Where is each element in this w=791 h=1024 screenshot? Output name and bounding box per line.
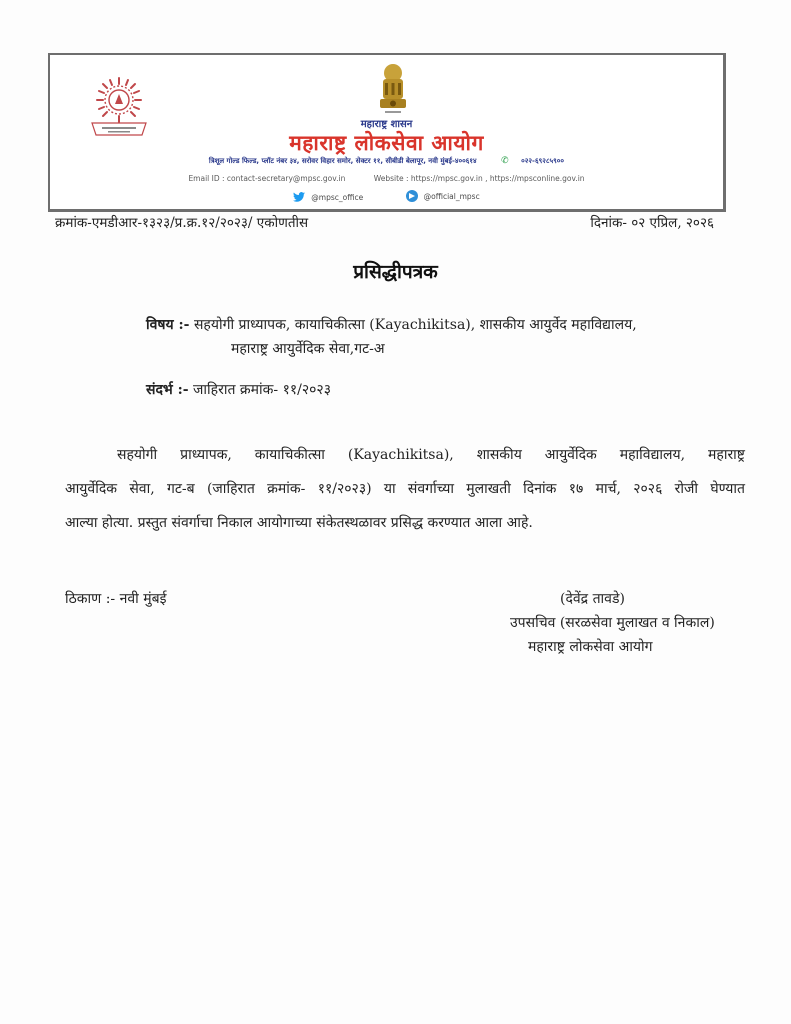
contact-row (50, 174, 723, 183)
document-title: प्रसिद्धीपत्रक (353, 261, 438, 283)
signatory-name: (देवेंद्र तावडे) (560, 591, 625, 607)
government-label: महाराष्ट्र शासन (360, 119, 413, 130)
letterhead (48, 53, 726, 212)
document-date: दिनांक- ०२ एप्रिल, २०२६ (590, 215, 714, 231)
twitter-icon (293, 192, 305, 202)
phone-icon: ✆ (501, 156, 509, 166)
email-text[interactable]: Email ID : contact-secretary@mpsc.gov.in (188, 174, 346, 183)
signatory-organization: महाराष्ट्र लोकसेवा आयोग (528, 639, 653, 655)
place-label: ठिकाण :- नवी मुंबई (65, 591, 167, 607)
organization-title: महाराष्ट्र लोकसेवा आयोग (289, 131, 484, 155)
reference-block (146, 380, 331, 399)
address-row (50, 156, 723, 166)
twitter-handle-text: @mpsc_office (311, 192, 364, 202)
subject-label: विषय :- (146, 317, 190, 333)
twitter-handle[interactable] (293, 192, 363, 202)
reference-label: संदर्भ :- (146, 382, 189, 398)
telegram-icon (406, 190, 418, 202)
reference-number: क्रमांक-एमडीआर-१३२३/प्र.क्र.१२/२०२३/ एकोणतीस (55, 215, 309, 231)
national-emblem-icon (372, 61, 414, 117)
reference-value: जाहिरात क्रमांक- ११/२०२३ (193, 382, 331, 398)
office-address: त्रिशूल गोल्ड फिल्ड, प्लॉट नंबर ३४, सरोवर विहार समोर, सेक्टर ११, सीबीडी बेलापूर, नवी मुंबई-४००६१४ (208, 157, 477, 165)
telegram-handle[interactable] (406, 190, 480, 202)
body-line-3: आल्या होत्या. प्रस्तुत संवर्गाचा निकाल आयोगाच्या संकेतस्थळावर प्रसिद्ध करण्यात आला आहे. (65, 515, 533, 531)
body-line-2: आयुर्वेदिक सेवा, गट-ब (जाहिरात क्रमांक- ११/२०२३) या संवर्गाच्या मुलाखती दिनांक १७ मार्च, २०२६ रोजी घेण्यात (65, 481, 745, 497)
telegram-handle-text: @official_mpsc (423, 191, 480, 201)
body-line-1 (65, 438, 745, 472)
body-paragraph (65, 438, 745, 540)
subject-block (146, 313, 746, 361)
social-row (50, 190, 723, 204)
body-line-1-text: सहयोगी प्राध्यापक, कायाचिकीत्सा (Kayachikitsa), शासकीय आयुर्वेदिक महाविद्यालय, महाराष्ट्र (117, 447, 745, 463)
phone-contact (501, 157, 564, 165)
phone-number: ०२२-६९२८५९०० (521, 157, 565, 165)
subject-line-1: सहयोगी प्राध्यापक, कायाचिकीत्सा (Kayachikitsa), शासकीय आयुर्वेद महाविद्यालय, (193, 317, 637, 333)
website-text[interactable]: Website : https://mpsc.gov.in , https://mpsconline.gov.in (373, 174, 585, 183)
subject-line-2: महाराष्ट्र आयुर्वेदिक सेवा,गट-अ (231, 341, 385, 357)
signatory-designation: उपसचिव (सरळसेवा मुलाखत व निकाल) (510, 615, 715, 631)
